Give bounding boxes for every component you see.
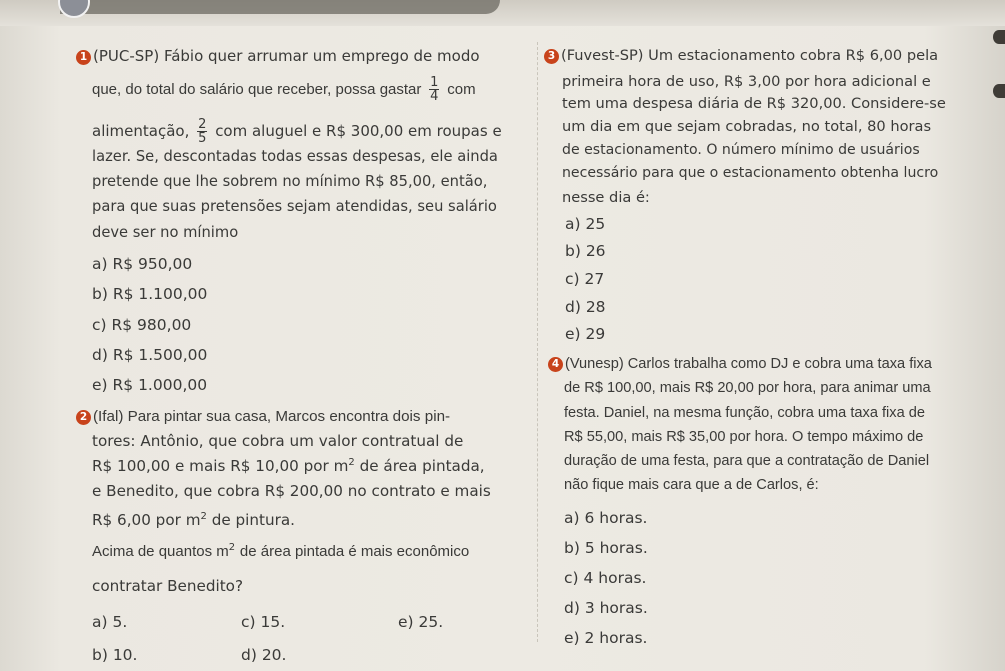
q2-option-b: b) 10. [92,646,138,664]
q3-option-d: d) 28 [565,298,606,316]
q1-number-badge: 1 [76,50,91,65]
q2-line: e Benedito, que cobra R$ 200,00 no contrato e mais [92,482,491,500]
q4-option-b: b) 5 horas. [564,539,648,557]
q1-option-a: a) R$ 950,00 [92,255,193,273]
q3-option-b: b) 26 [565,242,606,260]
q1-line: lazer. Se, descontadas todas essas despesas, ele ainda [92,148,498,165]
q1-line: deve ser no mínimo [92,224,239,241]
q1-option-b: b) R$ 1.100,00 [92,285,208,303]
q4-line: não fique mais cara que a de Carlos, é: [564,477,819,493]
q4-option-c: c) 4 horas. [564,569,647,587]
q4-line: duração de uma festa, para que a contratação de Daniel [564,453,930,469]
q2-line: R$ 6,00 por $m^2$ de pintura. [92,510,295,529]
q1-line: alimentação, $\frac{2}{5}$ com aluguel e R$ 300,00 em roupas e [92,117,502,146]
binding-mark-icon [993,30,1005,44]
q2-line: 2 (Ifal) Para pintar sua casa, Marcos encontra dois pin- [76,406,450,427]
q2-line: Acima de quantos $m^2$ de área pintada é mais econômico [92,542,470,560]
q2-option-e: e) 25. [398,613,444,631]
q1-option-c: c) R$ 980,00 [92,316,192,334]
q4-line: 4 (Vunesp) Carlos trabalha como DJ e cobra uma taxa fixa [548,354,932,374]
q3-line: um dia em que sejam cobradas, no total, 80 horas [562,118,932,135]
q3-option-a: a) 25 [565,215,606,233]
q4-line: de R$ 100,00, mais R$ 20,00 por hora, para animar uma [564,380,931,396]
q3-line: tem uma despesa diária de R$ 320,00. Considere-se [562,95,946,112]
q1-line: que, do total do salário que receber, possa gastar $\frac{1}{4}$ com [92,75,476,104]
column-divider [537,42,538,642]
header-band [0,0,1005,26]
q3-line: nesse dia é: [562,189,650,206]
q3-line: 3 (Fuvest-SP) Um estacionamento cobra R$ 6,00 pela [544,46,938,66]
section-banner [60,0,500,14]
q4-option-a: a) 6 horas. [564,509,648,527]
q1-line: para que suas pretensões sejam atendidas, seu salário [92,198,497,215]
q2-line: tores: Antônio, que cobra um valor contratual de [92,432,464,450]
q3-option-c: c) 27 [565,270,605,288]
q3-line: de estacionamento. O número mínimo de usuários [562,142,920,158]
q4-line: festa. Daniel, na mesma função, cobra uma taxa fixa de [564,405,925,421]
q2-line: contratar Benedito? [92,577,244,595]
q2-option-a: a) 5. [92,613,128,631]
q1-option-d: d) R$ 1.500,00 [92,346,208,364]
section-badge-icon [58,0,90,18]
q3-line: necessário para que o estacionamento obtenha lucro [562,165,939,181]
q4-option-d: d) 3 horas. [564,599,648,617]
q4-option-e: e) 2 horas. [564,629,648,647]
q3-number-badge: 3 [544,49,559,64]
q2-option-c: c) 15. [241,613,286,631]
q4-line: R$ 55,00, mais R$ 35,00 por hora. O tempo máximo de [564,429,924,445]
q1-line: 1 (PUC-SP) Fábio quer arrumar um emprego de modo [76,46,480,66]
q3-option-e: e) 29 [565,325,606,343]
fraction-two-fifths: $\frac{2}{5}$ [198,117,207,146]
q2-option-d: d) 20. [241,646,287,664]
q1-option-e: e) R$ 1.000,00 [92,376,208,394]
q4-number-badge: 4 [548,357,563,372]
q2-number-badge: 2 [76,410,91,425]
binding-mark-icon [993,84,1005,98]
q3-line: primeira hora de uso, R$ 3,00 por hora adicional e [562,73,931,90]
q1-line: pretende que lhe sobrem no mínimo R$ 85,00, então, [92,173,488,190]
fraction-one-quarter: $\frac{1}{4}$ [430,75,439,104]
q2-line: R$ 100,00 e mais R$ 10,00 por $m^2$ de área pintada, [92,456,485,475]
